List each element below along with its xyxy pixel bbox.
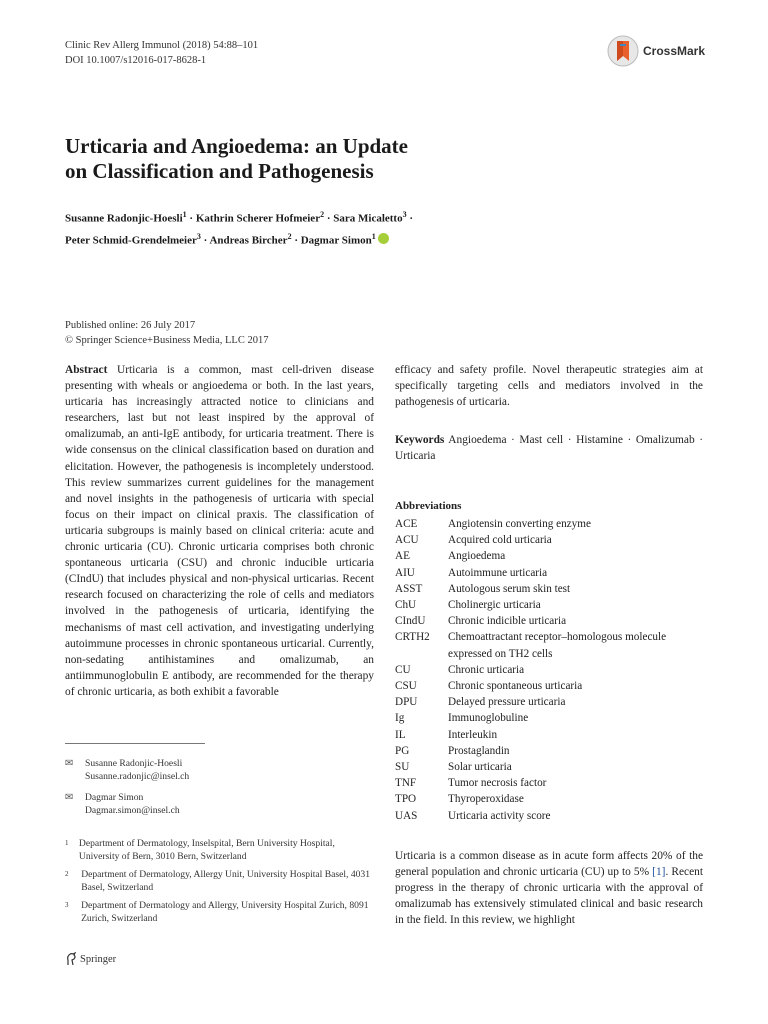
keywords bbox=[395, 432, 703, 464]
table-row bbox=[395, 775, 705, 791]
published-date: Published online: 26 July 2017 bbox=[65, 320, 196, 331]
abbr: CIndU bbox=[395, 615, 426, 628]
intro-text-before: Urticaria is a common disease as in acute form affects 20% of the general population and chronic urticaria (CU) up to 5% bbox=[395, 850, 703, 879]
table-row bbox=[395, 678, 705, 694]
correspondence-name: Dagmar Simon bbox=[85, 792, 144, 803]
footnote-divider bbox=[65, 743, 205, 744]
author-name[interactable]: Susanne Radonjic-Hoesli bbox=[65, 212, 183, 225]
springer-horse-icon bbox=[65, 952, 77, 966]
abbr: ChU bbox=[395, 599, 417, 612]
affiliation bbox=[65, 899, 375, 925]
abstract bbox=[65, 362, 374, 700]
abbr-definition: Urticaria activity score bbox=[448, 809, 551, 822]
abbr-definition: Cholinergic urticaria bbox=[448, 599, 541, 612]
table-row bbox=[395, 581, 705, 597]
author-affiliation: 1 bbox=[182, 210, 187, 219]
author-affiliation: 3 bbox=[402, 210, 407, 219]
abbr: ACU bbox=[395, 534, 419, 547]
table-row bbox=[395, 516, 705, 532]
abbr-definition: Solar urticaria bbox=[448, 761, 512, 774]
abbr-definition: Thyroperoxidase bbox=[448, 793, 524, 806]
abbr: UAS bbox=[395, 809, 418, 822]
keywords-label: Keywords bbox=[395, 434, 445, 446]
abbr: ASST bbox=[395, 582, 423, 595]
affiliation-number: 1 bbox=[65, 839, 69, 847]
affiliation-number: 3 bbox=[65, 901, 69, 909]
author-name[interactable]: Dagmar Simon bbox=[300, 234, 372, 247]
abbr: ACE bbox=[395, 518, 418, 530]
table-row bbox=[395, 743, 705, 759]
envelope-icon: ✉ bbox=[65, 758, 74, 769]
table-row bbox=[395, 532, 705, 548]
correspondence-email[interactable]: Susanne.radonjic@insel.ch bbox=[85, 771, 190, 782]
table-row bbox=[395, 694, 705, 710]
intro-paragraph bbox=[395, 848, 703, 928]
affiliation-text: Department of Dermatology, Inselspital, Bern University Hospital, University of Bern, 3010 Bern, Switzerland bbox=[78, 838, 335, 862]
abbr-definition: Chronic spontaneous urticaria bbox=[448, 680, 583, 693]
copyright: © Springer Science+Business Media, LLC 2017 bbox=[65, 335, 269, 346]
table-row bbox=[395, 565, 705, 581]
abstract-text: Urticaria is a common, mast cell-driven disease presenting with wheals or angioedema or both. In the last years, urticaria has increasingly attracted notice to clinicians and researchers, last but not least inspired by the approval of omalizumab, an anti-IgE antibody, for urticaria treatment. There is wide consensus on the clinical classification based on duration and elicitation. However, the pathogenesis is incompletely understood. This review summarizes current guidelines for the management and novel insights in the pathogenesis of urticaria with special focus on their impact on clinical praxis. The classification of urticaria subgroups is mainly based on clinical criteria: acute and chronic urticaria (CU). Chronic urticaria comprises both chronic spontaneous urticaria (CSU) and chronic inducible urticaria (CIndU) that includes physical and non-physical urticarias. Recent research focused on characterizing the role of cells and mediators involved in the pathogenesis of urticaria, identifying the mechanisms of mast cell activation, and investigating underlying autoimmune processes in chronic spontaneous urticarial. Currently, non-sedating antihistamines and omalizumab, an antiimmunoglobulin E antibody, are recommended for the therapy of chronic urticaria, as both exhibit a favorable bbox=[65, 364, 374, 698]
abbr: IL bbox=[395, 728, 406, 741]
author-affiliation: 2 bbox=[320, 210, 325, 219]
affiliation-text: Department of Dermatology and Allergy, University Hospital Zurich, 8091 Zurich, Switzerland bbox=[81, 900, 369, 924]
publisher-logo bbox=[65, 952, 116, 966]
journal-citation: Clinic Rev Allerg Immunol (2018) 54:88–101 bbox=[65, 40, 259, 51]
orcid-icon[interactable] bbox=[378, 233, 389, 244]
author-affiliation: 3 bbox=[196, 231, 201, 241]
affiliation bbox=[65, 837, 375, 863]
author-list bbox=[65, 206, 525, 249]
table-row bbox=[395, 710, 705, 726]
abbr: TPO bbox=[395, 793, 417, 806]
envelope-icon: ✉ bbox=[65, 792, 74, 803]
abbr-definition: Autoimmune urticaria bbox=[448, 566, 548, 579]
crossmark-badge[interactable] bbox=[607, 34, 747, 68]
table-row bbox=[395, 791, 705, 807]
affiliation-number: 2 bbox=[65, 870, 69, 878]
table-row bbox=[395, 808, 705, 824]
correspondence-email[interactable]: Dagmar.simon@insel.ch bbox=[85, 805, 180, 816]
author-name[interactable]: Kathrin Scherer Hofmeier bbox=[195, 212, 321, 225]
table-row bbox=[395, 629, 705, 661]
abbr: CU bbox=[395, 663, 411, 676]
citation-link[interactable]: [1] bbox=[652, 866, 666, 879]
correspondence-entry bbox=[65, 757, 189, 783]
abbr: Ig bbox=[395, 712, 405, 725]
author-affiliation: 2 bbox=[287, 231, 292, 241]
abbr: CSU bbox=[395, 680, 417, 693]
abbr-definition: Acquired cold urticaria bbox=[448, 534, 552, 547]
abbr-definition: Prostaglandin bbox=[448, 744, 510, 757]
doi[interactable]: DOI 10.1007/s12016-017-8628-1 bbox=[65, 55, 207, 66]
abbreviations-table bbox=[395, 516, 705, 824]
affiliation bbox=[65, 868, 375, 894]
abbr-definition: Autologous serum skin test bbox=[448, 582, 571, 595]
abstract-label: Abstract bbox=[65, 364, 108, 376]
title-line-2: on Classification and Pathogenesis bbox=[65, 159, 374, 183]
abbr-definition: Angioedema bbox=[448, 550, 506, 563]
abbr: AE bbox=[395, 550, 410, 563]
correspondence-entry bbox=[65, 791, 180, 817]
author-line-2: Peter Schmid-Grendelmeier$^3$ · Andreas Bircher$^2$ · Dagmar Simon$^1$ bbox=[65, 228, 525, 250]
abbr: DPU bbox=[395, 696, 418, 709]
author-name[interactable]: Peter Schmid-Grendelmeier bbox=[65, 234, 197, 247]
crossmark-label: CrossMark bbox=[643, 44, 706, 58]
author-affiliation: 1 bbox=[371, 231, 376, 241]
affiliation-text: Department of Dermatology, Allergy Unit, University Hospital Basel, 4031 Basel, Switzerland bbox=[81, 869, 371, 893]
abbr-definition: Chronic urticaria bbox=[448, 663, 525, 676]
abbr-definition: Chronic indicible urticaria bbox=[448, 615, 567, 628]
abbreviations-heading: Abbreviations bbox=[395, 500, 462, 512]
correspondence-name: Susanne Radonjic-Hoesli bbox=[85, 758, 183, 769]
abbr-definition: Chemoattractant receptor–homologous molecule expressed on TH2 cells bbox=[448, 631, 667, 660]
table-row bbox=[395, 727, 705, 743]
table-row bbox=[395, 613, 705, 629]
abbr: AIU bbox=[395, 566, 415, 579]
abbr: SU bbox=[395, 761, 410, 774]
abbr: PG bbox=[395, 744, 410, 757]
author-name[interactable]: Sara Micaletto bbox=[333, 212, 403, 225]
abbr-definition: Immunoglobuline bbox=[448, 712, 529, 725]
abbr-definition: Delayed pressure urticaria bbox=[448, 696, 566, 709]
intro-text-after: . Recent progress in the therapy of chronic urticaria with the approval of omalizumab has extensively stimulated clinical and basic research in the field. In this review, we highlight bbox=[395, 866, 703, 927]
table-row bbox=[395, 597, 705, 613]
author-line-1: Susanne Radonjic-Hoesli$^1$ · Kathrin Scherer Hofmeier$^2$ · Sara Micaletto$^3$ · bbox=[65, 210, 414, 225]
publisher-name: Springer bbox=[80, 953, 117, 965]
article-title bbox=[65, 134, 485, 184]
keywords-text: Angioedema · Mast cell · Histamine · Omalizumab · Urticaria bbox=[395, 434, 704, 463]
title-line-1: Urticaria and Angioedema: an Update bbox=[65, 134, 408, 158]
abbr: CRTH2 bbox=[395, 631, 430, 644]
abbr-definition: Tumor necrosis factor bbox=[448, 777, 547, 790]
table-row bbox=[395, 662, 705, 678]
abbr-definition: Interleukin bbox=[448, 728, 498, 741]
table-row bbox=[395, 759, 705, 775]
abstract-continued: efficacy and safety profile. Novel therapeutic strategies aim at specifically targeting cells and mediators involved in the pathogenesis of urticaria. bbox=[395, 364, 703, 409]
author-name[interactable]: Andreas Bircher bbox=[209, 234, 288, 247]
abbr-definition: Angiotensin converting enzyme bbox=[448, 518, 591, 530]
crossmark-icon bbox=[607, 35, 639, 67]
abbr: TNF bbox=[395, 777, 417, 790]
table-row bbox=[395, 548, 705, 564]
